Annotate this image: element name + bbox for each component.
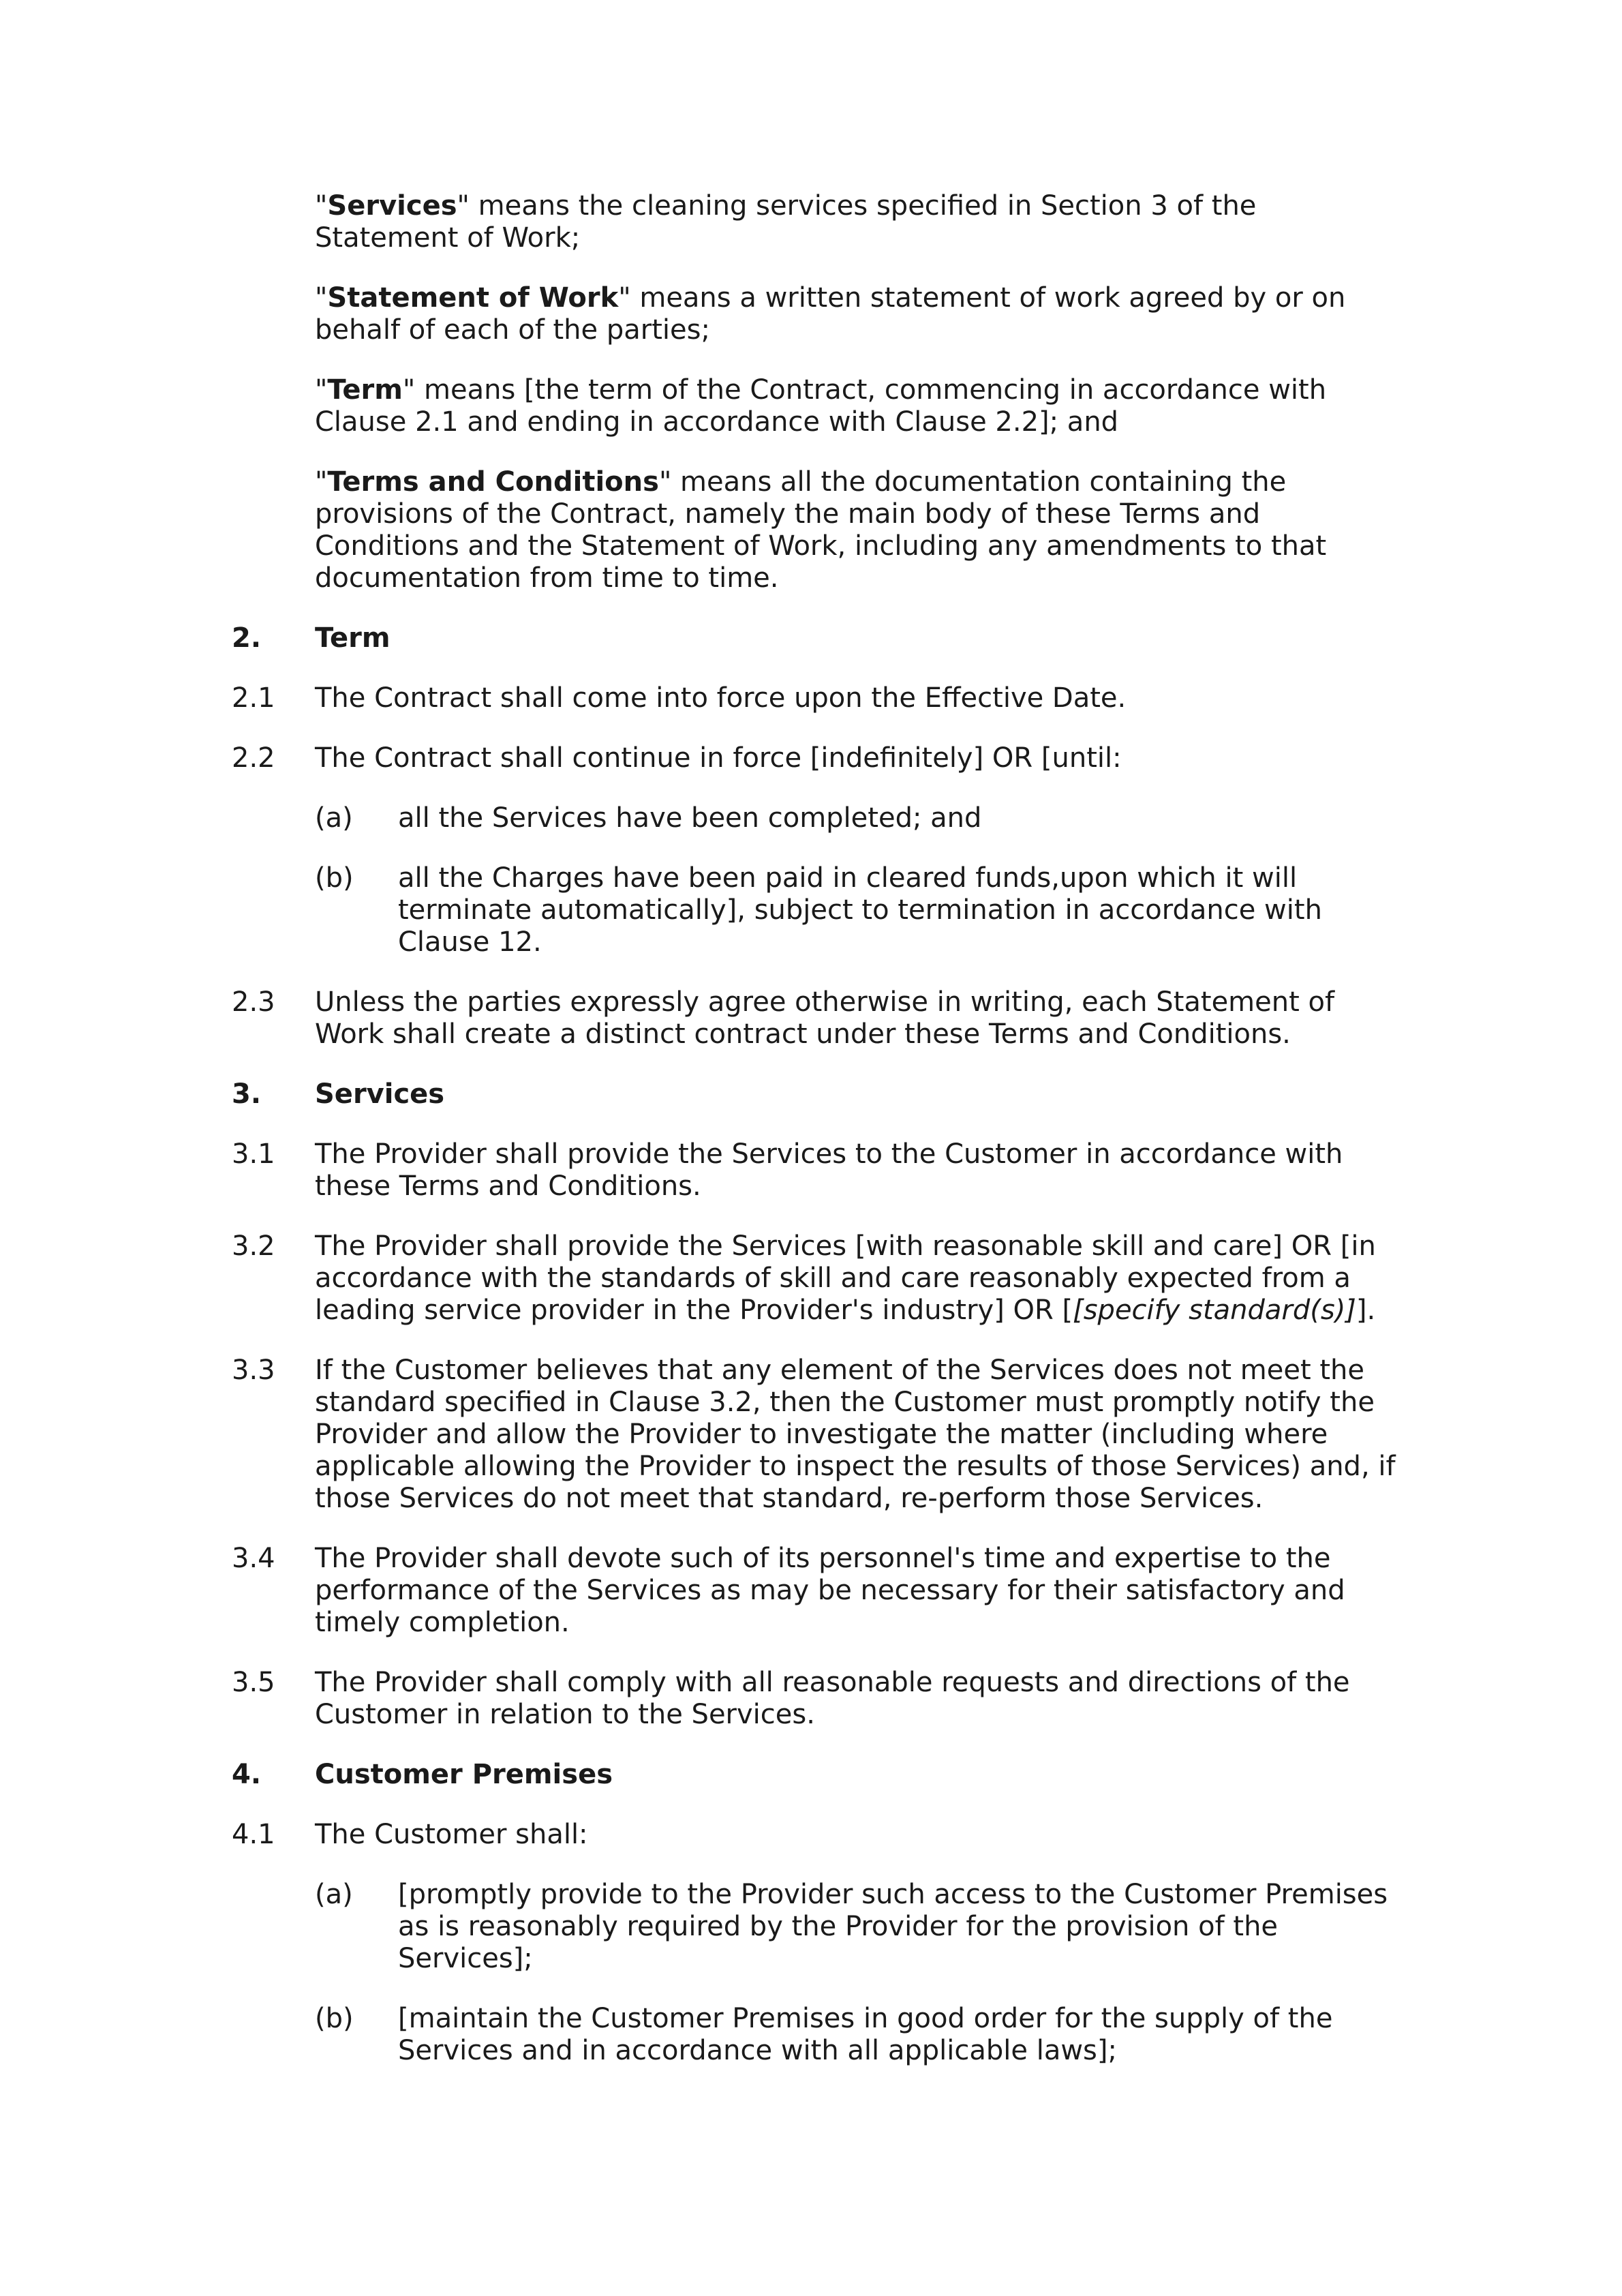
clause-text-before: The Provider shall provide the Services [with reasonable skill and care] OR [in accordance with the standards of skill and care reasonably expected from a leading service provider in the Provider's industry] OR [ [315, 1230, 1376, 1326]
definition-text: " means [the term of the Contract, commencing in accordance with Clause 2.1 and ending in accordance with Clause 2.2]; and [315, 374, 1327, 438]
subclause-text: [maintain the Customer Premises in good order for the supply of the Services and in accordance with all applicable laws]; [398, 2003, 1333, 2066]
clause-number: 2.2 [232, 742, 275, 774]
clause-3-3 [232, 1355, 1404, 1515]
definition-terms-and-conditions: "Terms and Conditions" means all the documentation containing the provisions of the Contract, namely the main body of these Terms and Conditions and the Statement of Work, including any amendments to that documentation from time to time. [315, 466, 1327, 594]
clause-2-2-a [315, 802, 1404, 834]
clause-number: 2.3 [232, 986, 275, 1018]
clause-text: The Provider shall comply with all reasonable requests and directions of the Customer in relation to the Services. [315, 1667, 1350, 1730]
clause-text [315, 1230, 1404, 1327]
clause-3-5 [232, 1667, 1404, 1731]
clause-number: 3.3 [232, 1355, 275, 1386]
subclause-label: (b) [315, 862, 354, 894]
subclause-label: (a) [315, 1879, 353, 1910]
clause-number: 3.2 [232, 1230, 275, 1262]
clause-3-2 [232, 1230, 1404, 1327]
section-number: 2. [232, 622, 262, 654]
definition-term: Statement of Work [327, 282, 619, 314]
clause-text: The Contract shall continue in force [indefinitely] OR [until: [315, 742, 1122, 774]
placeholder-text: [specify standard(s)] [1073, 1295, 1356, 1326]
clause-2-1 [232, 682, 1404, 714]
definition-term: Terms and Conditions [327, 466, 659, 498]
clause-2-2 [232, 742, 1404, 774]
clause-text: If the Customer believes that any element of the Services does not meet the standard specified in Clause 3.2, then the Customer must promptly notify the Provider and allow the Provider to investigate the matter (including where applicable allowing the Provider to inspect the results of those Services) and, if those Services do not meet that standard, re-perform those Services. [315, 1355, 1396, 1514]
section-title: Customer Premises [315, 1759, 613, 1790]
section-heading-services [232, 1078, 1404, 1111]
document-body [232, 190, 1404, 2095]
definition-term: Term [327, 374, 403, 406]
clause-4-1-a [315, 1879, 1404, 1975]
clause-3-4 [232, 1543, 1404, 1639]
subclause-text: all the Services have been completed; and [398, 802, 982, 834]
definition-text: " means all the documentation containing the provisions of the Contract, namely the main body of these Terms and Conditions and the Statement of Work, including any amendments to that documentation from time to time. [315, 466, 1327, 594]
clause-number: 2.1 [232, 682, 275, 714]
clause-number: 3.4 [232, 1543, 275, 1574]
subclause-text: all the Charges have been paid in cleared funds,upon which it will terminate automatically], subject to termination in accordance with Clause 12. [398, 862, 1322, 958]
clause-text: The Customer shall: [315, 1819, 588, 1850]
section-title: Term [315, 622, 391, 654]
subclause-label: (a) [315, 802, 353, 834]
section-title: Services [315, 1078, 445, 1110]
clause-text-after: ]. [1356, 1295, 1376, 1326]
clause-text: Unless the parties expressly agree otherwise in writing, each Statement of Work shall create a distinct contract under these Terms and Conditions. [315, 986, 1335, 1050]
section-heading-term [232, 622, 1404, 654]
definition-text: " means the cleaning services specified in Section 3 of the Statement of Work; [315, 190, 1257, 254]
definition-term-def: "Term" means [the term of the Contract, commencing in accordance with Clause 2.1 and ending in accordance with Clause 2.2]; and [315, 374, 1327, 438]
section-heading-customer-premises [232, 1759, 1404, 1791]
clause-4-1-b [315, 2003, 1404, 2067]
clause-4-1 [232, 1819, 1404, 1851]
clause-text: The Provider shall devote such of its personnel's time and expertise to the performance of the Services as may be necessary for their satisfactory and timely completion. [315, 1543, 1345, 1638]
clause-number: 4.1 [232, 1819, 275, 1850]
definition-text: " means a written statement of work agreed by or on behalf of each of the parties; [315, 282, 1346, 346]
definition-statement-of-work: "Statement of Work" means a written statement of work agreed by or on behalf of each of the parties; [315, 282, 1346, 346]
clause-3-1 [232, 1138, 1404, 1203]
definition-term: Services [327, 190, 457, 222]
subclause-text: [promptly provide to the Provider such access to the Customer Premises as is reasonably required by the Provider for the provision of the Services]; [398, 1879, 1388, 1974]
clause-2-3 [232, 986, 1404, 1051]
clause-number: 3.5 [232, 1667, 275, 1698]
section-number: 3. [232, 1078, 262, 1110]
clause-text: The Contract shall come into force upon the Effective Date. [315, 682, 1127, 714]
definition-services: "Services" means the cleaning services specified in Section 3 of the Statement of Work; [315, 190, 1257, 254]
clause-text: The Provider shall provide the Services to the Customer in accordance with these Terms and Conditions. [315, 1138, 1343, 1202]
section-number: 4. [232, 1759, 262, 1790]
clause-number: 3.1 [232, 1138, 275, 1170]
subclause-label: (b) [315, 2003, 354, 2034]
clause-2-2-b [315, 862, 1404, 958]
